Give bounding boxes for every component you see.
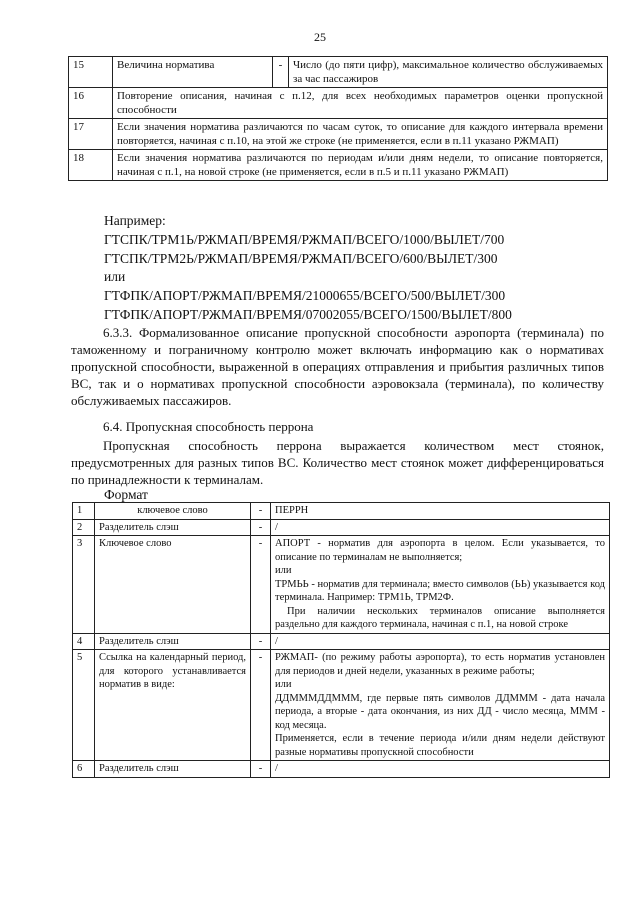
table-row (73, 503, 610, 520)
example-label: Например: (104, 213, 166, 228)
example-line: ГТСПК/ТРМ1Ь/РЖМАП/ВРЕМЯ/РЖМАП/ВСЕГО/1000/ВЫЛЕТ/700 (104, 232, 505, 247)
row-description (271, 536, 610, 634)
row-number: 17 (69, 119, 113, 150)
top-table (68, 56, 608, 181)
row-name: Разделитель слэш (95, 519, 251, 536)
table-row (73, 633, 610, 650)
description-line: Применяется, если в течение периода и/или дням недели действуют разные нормативы пропускной способности (275, 733, 605, 758)
table-row (69, 57, 608, 88)
format-label: Формат (104, 487, 148, 502)
row-name: Величина норматива (113, 57, 273, 88)
row-dash: - (251, 536, 271, 634)
page-number: 25 (314, 30, 326, 44)
row-name: Ссылка на календарный период, для которого устанавливается норматив в виде: (95, 650, 251, 761)
description-line: или (275, 565, 292, 576)
row-name: Разделитель слэш (95, 761, 251, 778)
row-description: Повторение описания, начиная с п.12, для всех необходимых параметров оценки пропускной способности (113, 88, 608, 119)
section-6-4-heading: 6.4. Пропускная способность перрона (103, 419, 314, 434)
example-line: или (104, 269, 126, 284)
row-dash: - (251, 503, 271, 520)
row-dash: - (251, 519, 271, 536)
description-line: РЖМАП- (по режиму работы аэропорта), то есть норматив установлен для периодов и дней недели, указанных в режиме работы; (275, 652, 605, 677)
row-number: 15 (69, 57, 113, 88)
row-number: 6 (73, 761, 95, 778)
row-number: 18 (69, 150, 113, 181)
row-number: 1 (73, 503, 95, 520)
row-name: Ключевое слово (95, 536, 251, 634)
table-row (69, 119, 608, 150)
row-dash: - (251, 633, 271, 650)
row-description (271, 650, 610, 761)
description-line: АПОРТ - норматив для аэропорта в целом. Если указывается, то описание по терминалам не выполняется; (275, 538, 605, 563)
table-row (73, 519, 610, 536)
description-line: При наличии нескольких терминалов описание выполняется раздельно для каждого терминала, начиная с п.1, на новой строке (275, 605, 605, 630)
table-row (69, 88, 608, 119)
row-description: / (271, 633, 610, 650)
example-line: ГТСПК/ТРМ2Ь/РЖМАП/ВРЕМЯ/РЖМАП/ВСЕГО/600/ВЫЛЕТ/300 (104, 251, 498, 266)
row-number: 16 (69, 88, 113, 119)
row-name: ключевое слово (95, 503, 251, 520)
row-number: 4 (73, 633, 95, 650)
format-table (72, 502, 610, 778)
table-row (73, 650, 610, 761)
row-description: Если значения норматива различаются по периодам и/или дням недели, то описание повторяется, начиная с п.1, на новой строке (не применяется, если в п.5 и п.11 указано РЖМАП) (113, 150, 608, 181)
row-description: Если значения норматива различаются по часам суток, то описание для каждого интервала времени повторяется, начиная с п.10, на этой же строке (не применяется, если в п.11 указано РЖМАП) (113, 119, 608, 150)
example-line: ГТФПК/АПОРТ/РЖМАП/ВРЕМЯ/21000655/ВСЕГО/500/ВЫЛЕТ/300 (104, 288, 506, 303)
row-dash: - (251, 761, 271, 778)
description-line: ДДМММДДМММ, где первые пять символов ДДМММ - дата начала периода, а вторые - дата окончания, из них ДД - число месяца, МММ - код месяца. (275, 692, 605, 731)
row-number: 5 (73, 650, 95, 761)
table-row (69, 150, 608, 181)
row-dash: - (273, 57, 289, 88)
row-description: / (271, 761, 610, 778)
table-row (73, 536, 610, 634)
table-row (73, 761, 610, 778)
row-number: 2 (73, 519, 95, 536)
row-description: ПЕРРН (271, 503, 610, 520)
description-line: ТРМЬЬ - норматив для терминала; вместо символов (ЬЬ) указывается код терминала. Например: ТРМ1Ь, ТРМ2Ф. (275, 578, 605, 603)
paragraph-6-3-3: 6.3.3. Формализованное описание пропускной способности аэропорта (терминала) по таможенному и пограничному контролю может включать информацию как о нормативах пропускной способности, выраженной в операциях отправления и прибытия различных типов ВС, так и о нормативах пропускной способности аэровокзала (терминала), по количеству обслуживаемых пассажиров. (71, 325, 604, 408)
row-description: Число (до пяти цифр), максимальное количество обслуживаемых за час пассажиров (289, 57, 608, 88)
row-name: Разделитель слэш (95, 633, 251, 650)
row-number: 3 (73, 536, 95, 634)
paragraph-6-4: Пропускная способность перрона выражается количеством мест стоянок, предусмотренных для разных типов ВС. Количество мест стоянок может дифференцироваться по принадлежности к терминалам. (71, 438, 604, 487)
description-line: или (275, 679, 292, 690)
row-description: / (271, 519, 610, 536)
row-dash: - (251, 650, 271, 761)
example-line: ГТФПК/АПОРТ/РЖМАП/ВРЕМЯ/07002055/ВСЕГО/1500/ВЫЛЕТ/800 (104, 307, 512, 322)
